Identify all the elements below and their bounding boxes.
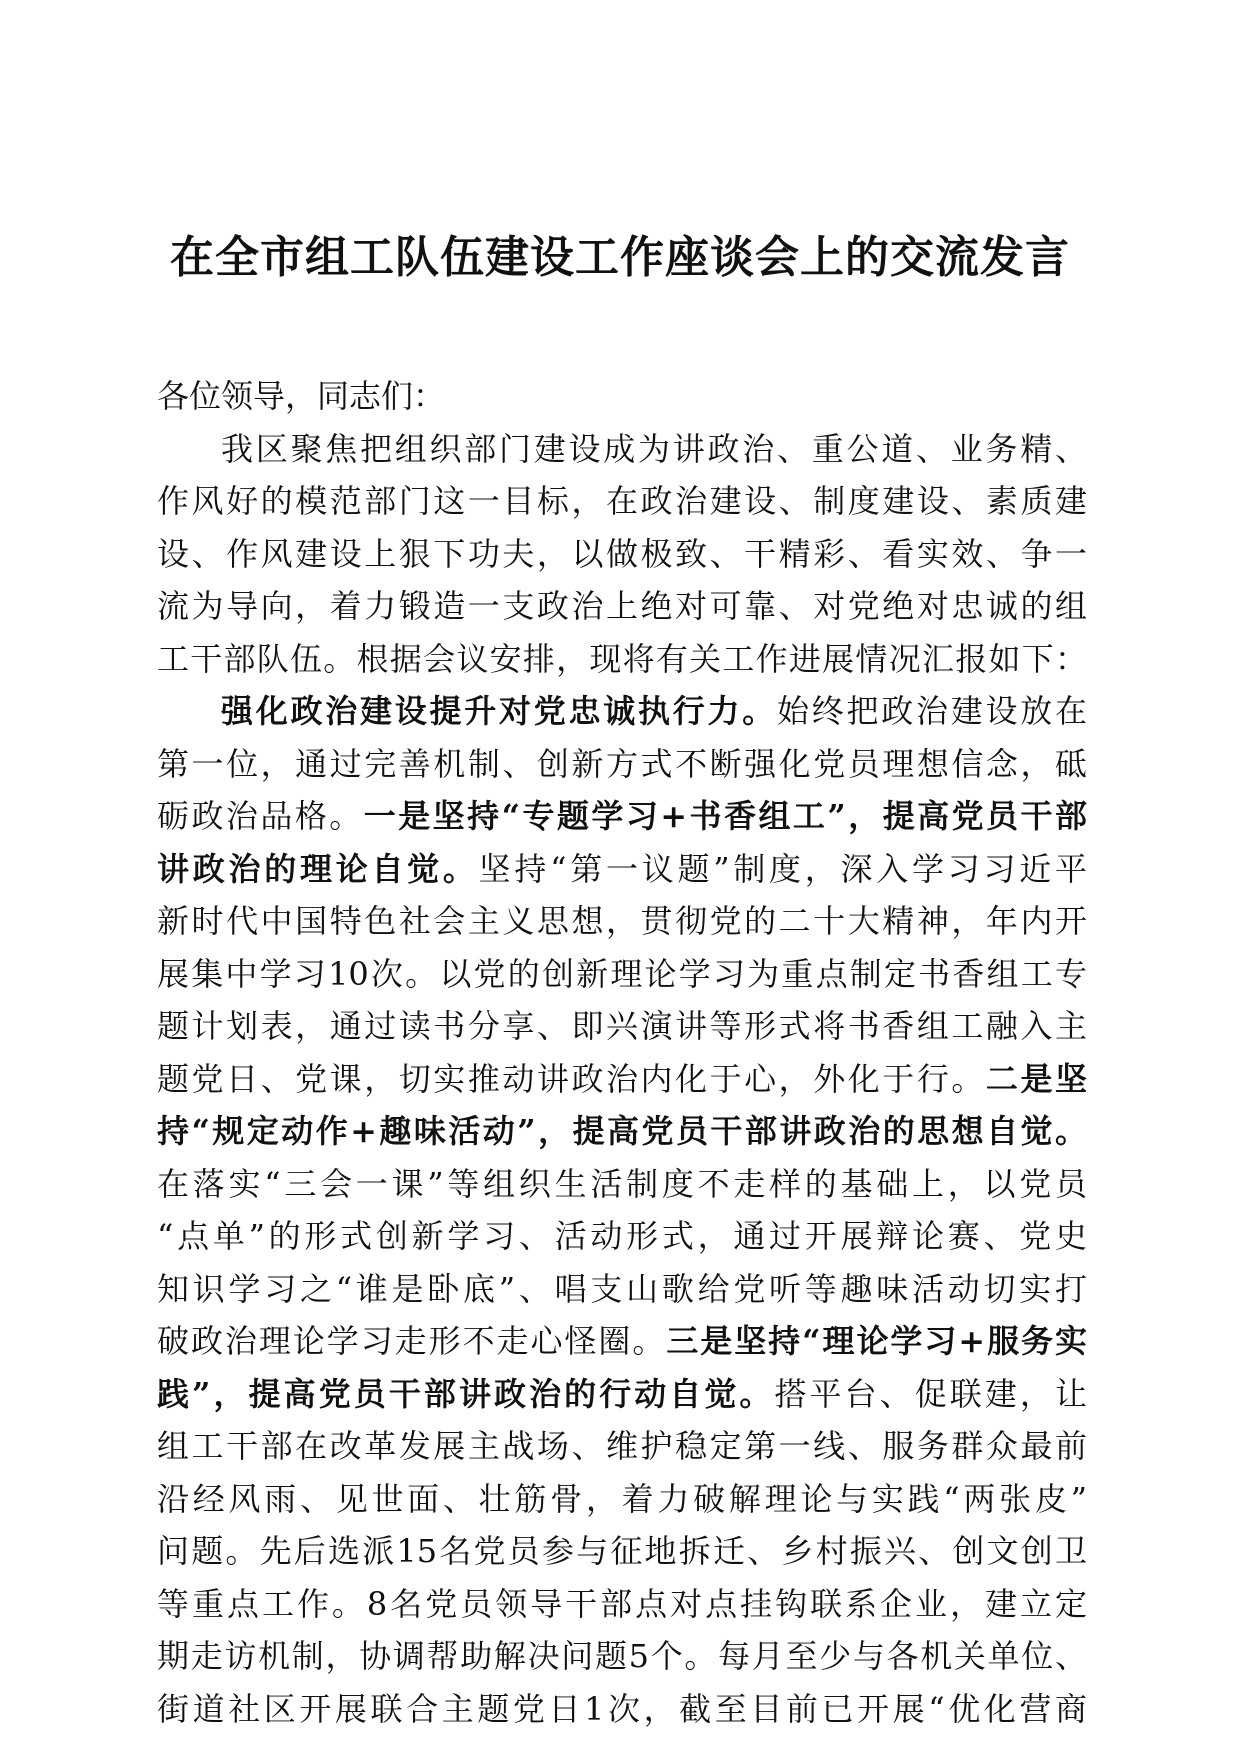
section-line	[157, 1315, 1087, 1368]
intro-line: 流为导向，着力锻造一支政治上绝对可靠、对党绝对忠诚的组	[157, 587, 1087, 625]
intro-line: 工干部队伍。根据会议安排，现将有关工作进展情况汇报如下：	[157, 639, 1087, 678]
section-line: 第一位，通过完善机制、创新方式不断强化党员理想信念，砥	[157, 744, 1087, 783]
point-heading-3: 三是坚持“理论学习+服务实	[666, 1322, 1087, 1360]
section-line: 在落实“三会一课”等组织生活制度不走样的基础上，以党员	[157, 1164, 1087, 1203]
point-heading-2: 二是坚	[985, 1059, 1087, 1098]
section-line: 组工干部在改革发展主战场、维护稳定第一线、服务群众最前	[157, 1427, 1087, 1465]
point-heading-3-cont: 践”，提高党员干部讲政治的行动自觉。	[157, 1374, 775, 1413]
intro-line: 设、作风建设上狠下功夫，以做极致、干精彩、看实效、争一	[157, 534, 1087, 573]
body-text-span: 砺政治品格。	[157, 797, 364, 835]
section-line: 期走访机制，协调帮助解决问题5个。每月至少与各机关单位、	[157, 1637, 1087, 1675]
section-line	[157, 685, 1087, 738]
section-line	[157, 790, 1087, 843]
body-text-span: 题党日、党课，切实推动讲政治内化于心，外化于行。	[157, 1059, 986, 1098]
point-heading-1-cont: 讲政治的理论自觉。	[157, 849, 479, 888]
section-line: 沿经风雨、见世面、壮筋骨，着力破解理论与实践“两张皮”	[157, 1479, 1087, 1518]
section-line: 等重点工作。8名党员领导干部点对点挂钩联系企业，建立定	[157, 1584, 1087, 1623]
intro-line: 我区聚焦把组织部门建设成为讲政治、重公道、业务精、	[221, 429, 1087, 468]
intro-line: 作风好的模范部门这一目标，在政治建设、制度建设、素质建	[157, 482, 1087, 520]
document-title: 在全市组工队伍建设工作座谈会上的交流发言	[170, 232, 1070, 283]
body-text-span: 破政治理论学习走形不走心怪圈。	[157, 1322, 667, 1360]
body-text-span: 坚持“第一议题”制度，深入学习习近平	[478, 849, 1087, 888]
section-line: 问题。先后选派15名党员参与征地拆迁、乡村振兴、创文创卫	[157, 1532, 1087, 1570]
section-line	[157, 1053, 1087, 1106]
section-line: 题计划表，通过读书分享、即兴演讲等形式将书香组工融入主	[157, 1007, 1087, 1045]
section-line	[157, 843, 1087, 896]
section-line: 展集中学习10次。以党的创新理论学习为重点制定书香组工专	[157, 954, 1087, 993]
document-body	[157, 370, 1087, 1735]
point-heading-1: 一是坚持“专题学习+书香组工”，提高党员干部	[363, 797, 1087, 835]
section-line: “点单”的形式创新学习、活动形式，通过开展辩论赛、党史	[157, 1217, 1087, 1255]
section-line: 知识学习之“谁是卧底”、唱支山歌给党听等趣味活动切实打	[157, 1269, 1087, 1308]
point-heading-2-cont: 持“规定动作+趣味活动”，提高党员干部讲政治的思想自觉。	[157, 1112, 1087, 1150]
section-line: 街道社区开展联合主题党日1次，截至目前已开展“优化营商	[157, 1689, 1087, 1728]
section-heading: 强化政治建设提升对党忠诚执行力。	[221, 692, 777, 730]
salutation: 各位领导，同志们：	[157, 377, 446, 415]
section-line	[157, 1105, 1087, 1158]
section-line	[157, 1368, 1087, 1421]
body-text-span: 搭平台、促联建，让	[774, 1374, 1087, 1413]
body-text-span: 始终把政治建设放在	[776, 692, 1087, 730]
section-line: 新时代中国特色社会主义思想，贯彻党的二十大精神，年内开	[157, 902, 1087, 940]
